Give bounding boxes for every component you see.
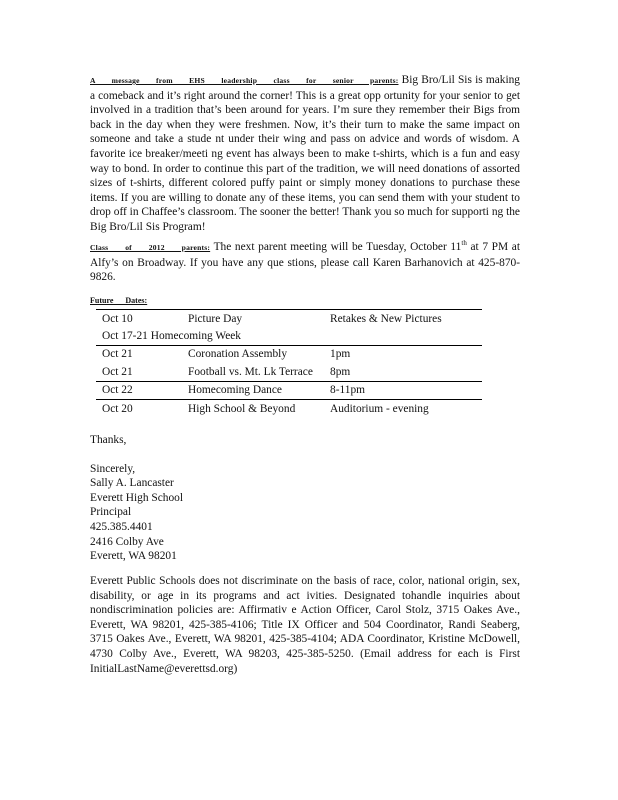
address-line-1: 2416 Colby Ave [90,535,164,548]
sincerely-text: Sincerely, [90,462,136,475]
detail-cell: 1pm [330,348,351,361]
table-row [96,310,482,328]
event-cell: Football vs. Mt. Lk Terrace [182,363,324,381]
detail-cell: 8pm [324,363,482,381]
class-2012-text-a: The next parent meeting will be Tuesday, October 11 [213,241,462,253]
table-row [96,345,482,363]
future-dates-heading: Future Dates: [90,296,148,305]
table-row [96,381,482,399]
date-cell: Oct 22 [96,381,182,399]
address-line-2: Everett, WA 98201 [90,550,177,563]
signer-title: Principal [90,506,132,519]
table-row [96,399,482,417]
closing-section [90,433,520,564]
detail-cell: 8-11pm [324,381,482,399]
nondiscrimination-notice [90,574,520,676]
thanks-text: Thanks, [90,434,127,446]
notice-text: Everett Public Schools does not discriminate on the basis of race, color, national origin, sex, disability, or age in its programs and act ivities. Designated tohandle inquiries about nondiscrimination policies are: Affirmativ e Action Officer, Carol Stolz, 3715 Oakes Ave., Everett, WA 98201, 425-385-4106; Title IX Officer and 504 Coordinator, Randi Seaberg, 3715 Oakes Ave., Everett, WA 98201, 425-385-4104; ADA Coordinator, Kristine McDowell, 4730 Colby Ave., Everett, WA 98203, 425-385-5250. (Email address for each is First InitialLastName@everettsd.org) [90,575,520,675]
event-cell: Coronation Assembly [188,348,288,361]
table-row [96,327,482,345]
signer-name: Sally A. Lancaster [90,477,174,490]
message-heading: A message from EHS leadership class for senior parents: [90,76,399,85]
class-2012-text-b: at 7 PM at Alfy’s on Broadway. If you have any que stions, please call Karen Barhanovich at 425-870-9826. [90,241,520,284]
message-section [90,73,520,235]
date-cell: Oct 20 [102,402,133,415]
phone-number: 425.385.4401 [90,520,153,533]
message-body: Big Bro/Lil Sis is making a comeback and it’s right around the corner! This is a great opp ortunity for your senior to get involved in a tradition that’s been around for years. I’m sure they remember their Bigs from back in the day when they were freshmen. Now, it’s their turn to make the same impact on someone and take a stude nt under their wing and pass on advice and words of wisdom. A favorite ice breaker/meeti ng event has always been to make t-shirts, which is a fun and easy way to bond. In order to continue this part of the tradition, we will need donations of assorted sizes of t-shirts, different colored puffy paint or simply money donations to purchase these items. If you are willing to donate any of these items, you can send them with your student to drop off in Chaffee’s classroom. The sooner the better! Thank you so much for supporti ng the Big Bro/Lil Sis Program! [90,74,520,233]
event-cell: High School & Beyond [188,402,296,415]
date-cell: Oct 21 [102,348,133,361]
event-cell: Picture Day [182,310,324,328]
detail-cell: Retakes & New Pictures [324,310,482,328]
table-row [96,363,482,381]
class-2012-sup: th [461,239,467,248]
class-2012-section [90,240,520,285]
event-cell: Homecoming Dance [182,381,324,399]
future-dates-table [96,309,482,417]
date-cell: Oct 10 [96,310,182,328]
date-cell: Oct 21 [96,363,182,381]
class-2012-heading: Class of 2012 parents: [90,243,211,252]
detail-cell: Auditorium - evening [330,402,429,415]
date-cell: Oct 17-21 Homecoming Week [96,327,482,345]
school-name: Everett High School [90,491,184,504]
